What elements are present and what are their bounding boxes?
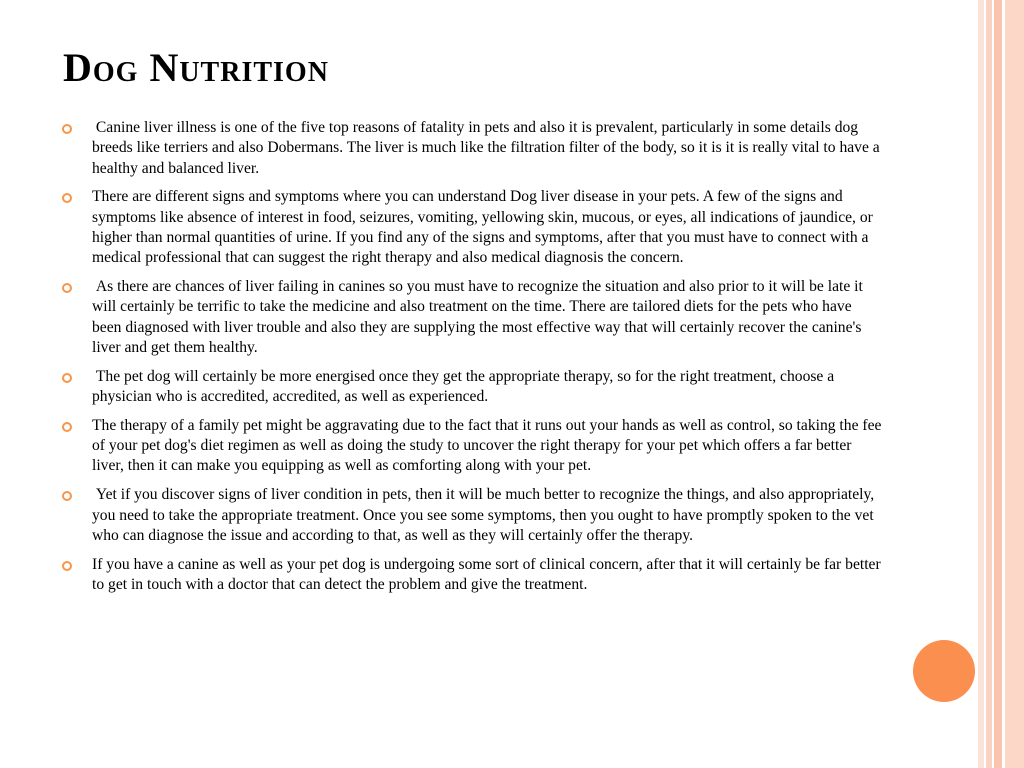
bullet-circle-icon bbox=[62, 373, 72, 383]
bullet-item bbox=[60, 416, 886, 477]
bullet-item bbox=[60, 118, 882, 179]
bullet-circle-icon bbox=[62, 283, 72, 293]
bullet-text: Canine liver illness is one of the five top reasons of fatality in pets and also it is prevalent, particularly in some details dog breeds like terriers and also Dobermans. The liver is much like the filtration filter of the body, so it is it is really vital to have a healthy and balanced liver. bbox=[92, 119, 884, 177]
bullet-item bbox=[60, 485, 882, 546]
bullet-item bbox=[60, 367, 882, 408]
slide-title: Dog Nutrition bbox=[63, 45, 329, 90]
bullet-circle-icon bbox=[62, 193, 72, 203]
bullet-text: If you have a canine as well as your pet dog is undergoing some sort of clinical concern, after that it will certainly be far better to get in touch with a doctor that can detect the problem and give the treatment. bbox=[92, 555, 885, 593]
bullet-text: There are different signs and symptoms where you can understand Dog liver disease in your pets. A few of the signs and symptoms like absence of interest in food, seizures, vomiting, yellowing skin, mucous, or eyes, all indications of jaundice, or higher than normal quantities of urine. If you find any of the signs and symptoms, after that you must have to connect with a medical professional that can suggest the right therapy and also medical diagnosis the concern. bbox=[92, 188, 877, 267]
bullet-text: As there are chances of liver failing in canines so you must have to recognize the situation and also prior to it will be late it will certainly be terrific to take the medicine and also treatment on the time. There are tailored diets for the pets who have been diagnosed with liver trouble and also they are supplying the most effective way that will certainly recover the canine's liver and get them healthy. bbox=[92, 278, 867, 356]
bullet-item bbox=[60, 277, 882, 358]
bullet-circle-icon bbox=[62, 124, 72, 134]
bullet-circle-icon bbox=[62, 422, 72, 432]
bullet-list bbox=[60, 118, 886, 604]
bullet-item bbox=[60, 555, 885, 596]
bullet-circle-icon bbox=[62, 561, 72, 571]
bullet-text: The therapy of a family pet might be aggravating due to the fact that it runs out your hands as well as control, so taking the fee of your pet dog's diet regimen as well as doing the study to uncover the right therapy for your pet which offers a far better liver, then it can make you equipping as well as comforting along with your pet. bbox=[92, 416, 886, 475]
decorative-stripe bbox=[994, 0, 1002, 768]
bullet-item bbox=[60, 187, 882, 268]
decorative-stripe bbox=[1005, 0, 1024, 768]
bullet-circle-icon bbox=[62, 491, 72, 501]
bullet-text: Yet if you discover signs of liver condition in pets, then it will be much better to recognize the things, and also appropriately, you need to take the appropriate treatment. Once you see some symptoms, then you ought to have promptly spoken to the vet who can diagnose the issue and according to that, as well as they will certainly offer the therapy. bbox=[92, 486, 879, 544]
bullet-text: The pet dog will certainly be more energised once they get the appropriate therapy, so for the right treatment, choose a physician who is accredited, accredited, as well as experienced. bbox=[92, 367, 839, 406]
decorative-circle bbox=[913, 640, 975, 702]
